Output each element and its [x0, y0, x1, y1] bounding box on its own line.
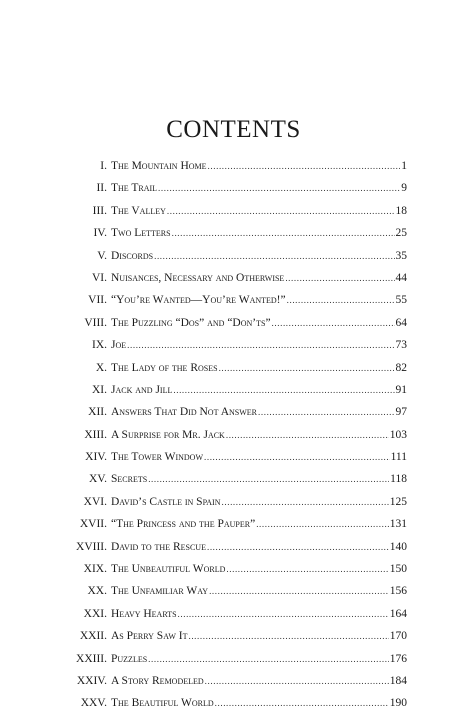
page-number: 176 — [389, 652, 407, 665]
page-number: 9 — [401, 182, 407, 195]
chapter-title: Discords — [111, 249, 154, 262]
toc-entry — [57, 585, 407, 607]
page-number: 91 — [395, 383, 407, 396]
toc-entry — [57, 272, 407, 294]
chapter-number: II. — [96, 182, 107, 195]
dot-leader — [226, 564, 388, 574]
dot-leader — [154, 251, 394, 261]
chapter-title: The Trail — [111, 182, 158, 195]
toc-entry — [57, 496, 407, 518]
toc-entry — [57, 675, 407, 697]
chapter-number: XXV. — [80, 697, 107, 710]
page-number: 125 — [389, 495, 407, 508]
dot-leader — [204, 452, 390, 462]
toc-entry — [57, 384, 407, 406]
chapter-title: A Story Remodeled — [111, 674, 204, 687]
chapter-number: XIV. — [85, 451, 107, 464]
toc-entry — [57, 294, 407, 316]
contents-heading: CONTENTS — [166, 116, 301, 143]
dot-leader — [222, 497, 389, 507]
page-number: 73 — [395, 339, 407, 352]
toc-entry — [57, 608, 407, 630]
dot-leader — [207, 542, 389, 552]
toc-entry — [57, 451, 407, 473]
table-of-contents — [57, 160, 407, 720]
toc-entry — [57, 697, 407, 719]
page-number: 97 — [395, 406, 407, 419]
page-number: 25 — [395, 227, 407, 240]
toc-entry — [57, 473, 407, 495]
dot-leader — [219, 363, 395, 373]
dot-leader — [158, 183, 400, 193]
chapter-title: David to the Rescue — [111, 540, 206, 553]
chapter-number: VI. — [91, 271, 107, 284]
toc-entry — [57, 653, 407, 675]
toc-entry — [57, 563, 407, 585]
dot-leader — [173, 385, 394, 395]
chapter-title: David’s Castle in Spain — [111, 495, 221, 508]
chapter-number: XXIV. — [76, 674, 107, 687]
page-number: 44 — [395, 271, 407, 284]
chapter-number: XVIII. — [76, 540, 107, 553]
page-number: 35 — [395, 249, 407, 262]
dot-leader — [172, 228, 395, 238]
chapter-title: Heavy Hearts — [111, 607, 177, 620]
page-number: 190 — [389, 697, 407, 710]
chapter-number: XXII. — [79, 630, 107, 643]
chapter-number: XI. — [91, 383, 107, 396]
chapter-title: The Unbeautiful World — [111, 563, 226, 576]
chapter-title: The Puzzling “Dos” and “Don’ts” — [111, 316, 271, 329]
chapter-title: The Valley — [111, 204, 166, 217]
chapter-title: The Unfamiliar Way — [111, 585, 209, 598]
chapter-number: IV. — [93, 227, 107, 240]
page-number: 111 — [390, 451, 407, 464]
toc-entry — [57, 339, 407, 361]
chapter-number: VII. — [88, 294, 107, 307]
chapter-title: Secrets — [111, 473, 148, 486]
toc-entry — [57, 182, 407, 204]
dot-leader — [272, 318, 395, 328]
toc-entry — [57, 630, 407, 652]
page-number: 170 — [389, 630, 407, 643]
chapter-number: V. — [97, 249, 107, 262]
dot-leader — [209, 586, 389, 596]
page-number: 1 — [401, 160, 407, 172]
page-number: 156 — [389, 585, 407, 598]
page-number: 18 — [395, 204, 407, 217]
toc-entry — [57, 518, 407, 540]
chapter-number: XIX. — [83, 563, 107, 576]
dot-leader — [188, 631, 388, 641]
toc-entry — [57, 317, 407, 339]
dot-leader — [258, 407, 394, 417]
dot-leader — [208, 161, 401, 171]
toc-entry — [57, 429, 407, 451]
chapter-title: Two Letters — [111, 227, 171, 240]
chapter-title: Joe — [111, 339, 127, 352]
dot-leader — [167, 206, 395, 216]
dot-leader — [127, 340, 394, 350]
chapter-title: Nuisances, Necessary and Otherwise — [111, 271, 285, 284]
chapter-title: As Perry Saw It — [111, 630, 188, 643]
chapter-title: Puzzles — [111, 652, 148, 665]
dot-leader — [148, 474, 389, 484]
page-number: 140 — [389, 540, 407, 553]
chapter-number: XII. — [88, 406, 107, 419]
chapter-number: VIII. — [84, 316, 107, 329]
chapter-number: XXI. — [83, 607, 107, 620]
dot-leader — [178, 609, 389, 619]
chapter-title: “The Princess and the Pauper” — [111, 518, 256, 531]
chapter-number: XVI. — [83, 495, 107, 508]
chapter-number: IX. — [91, 339, 107, 352]
page-number: 118 — [390, 473, 407, 486]
chapter-title: Jack and Jill — [111, 383, 173, 396]
chapter-number: III. — [92, 204, 107, 217]
page-number: 150 — [389, 563, 407, 576]
toc-entry — [57, 160, 407, 182]
dot-leader — [205, 676, 389, 686]
chapter-title: The Beautiful World — [111, 697, 214, 710]
chapter-number: XIII. — [84, 428, 107, 441]
chapter-number: XXIII. — [76, 652, 107, 665]
toc-entry — [57, 541, 407, 563]
chapter-title: The Lady of the Roses — [111, 361, 218, 374]
chapter-number: XVII. — [79, 518, 107, 531]
chapter-title: A Surprise for Mr. Jack — [111, 428, 225, 441]
dot-leader — [256, 519, 389, 529]
chapter-number: I. — [100, 160, 107, 172]
page-number: 55 — [395, 294, 407, 307]
chapter-title: Answers That Did Not Answer — [111, 406, 258, 419]
chapter-number: X. — [95, 361, 107, 374]
toc-entry — [57, 250, 407, 272]
page-number: 64 — [395, 316, 407, 329]
chapter-title: The Mountain Home — [111, 160, 207, 172]
dot-leader — [287, 295, 395, 305]
chapter-title: “You’re Wanted—You’re Wanted!” — [111, 294, 286, 307]
chapter-number: XV. — [88, 473, 107, 486]
dot-leader — [285, 273, 394, 283]
toc-entry — [57, 362, 407, 384]
page-number: 131 — [389, 518, 407, 531]
toc-entry — [57, 406, 407, 428]
page-number: 164 — [389, 607, 407, 620]
chapter-number: XX. — [87, 585, 107, 598]
page-number: 103 — [389, 428, 407, 441]
page-number: 82 — [395, 361, 407, 374]
page-number: 184 — [389, 674, 407, 687]
dot-leader — [148, 654, 389, 664]
chapter-title: The Tower Window — [111, 451, 203, 464]
dot-leader — [226, 430, 389, 440]
toc-entry — [57, 227, 407, 249]
toc-entry — [57, 205, 407, 227]
